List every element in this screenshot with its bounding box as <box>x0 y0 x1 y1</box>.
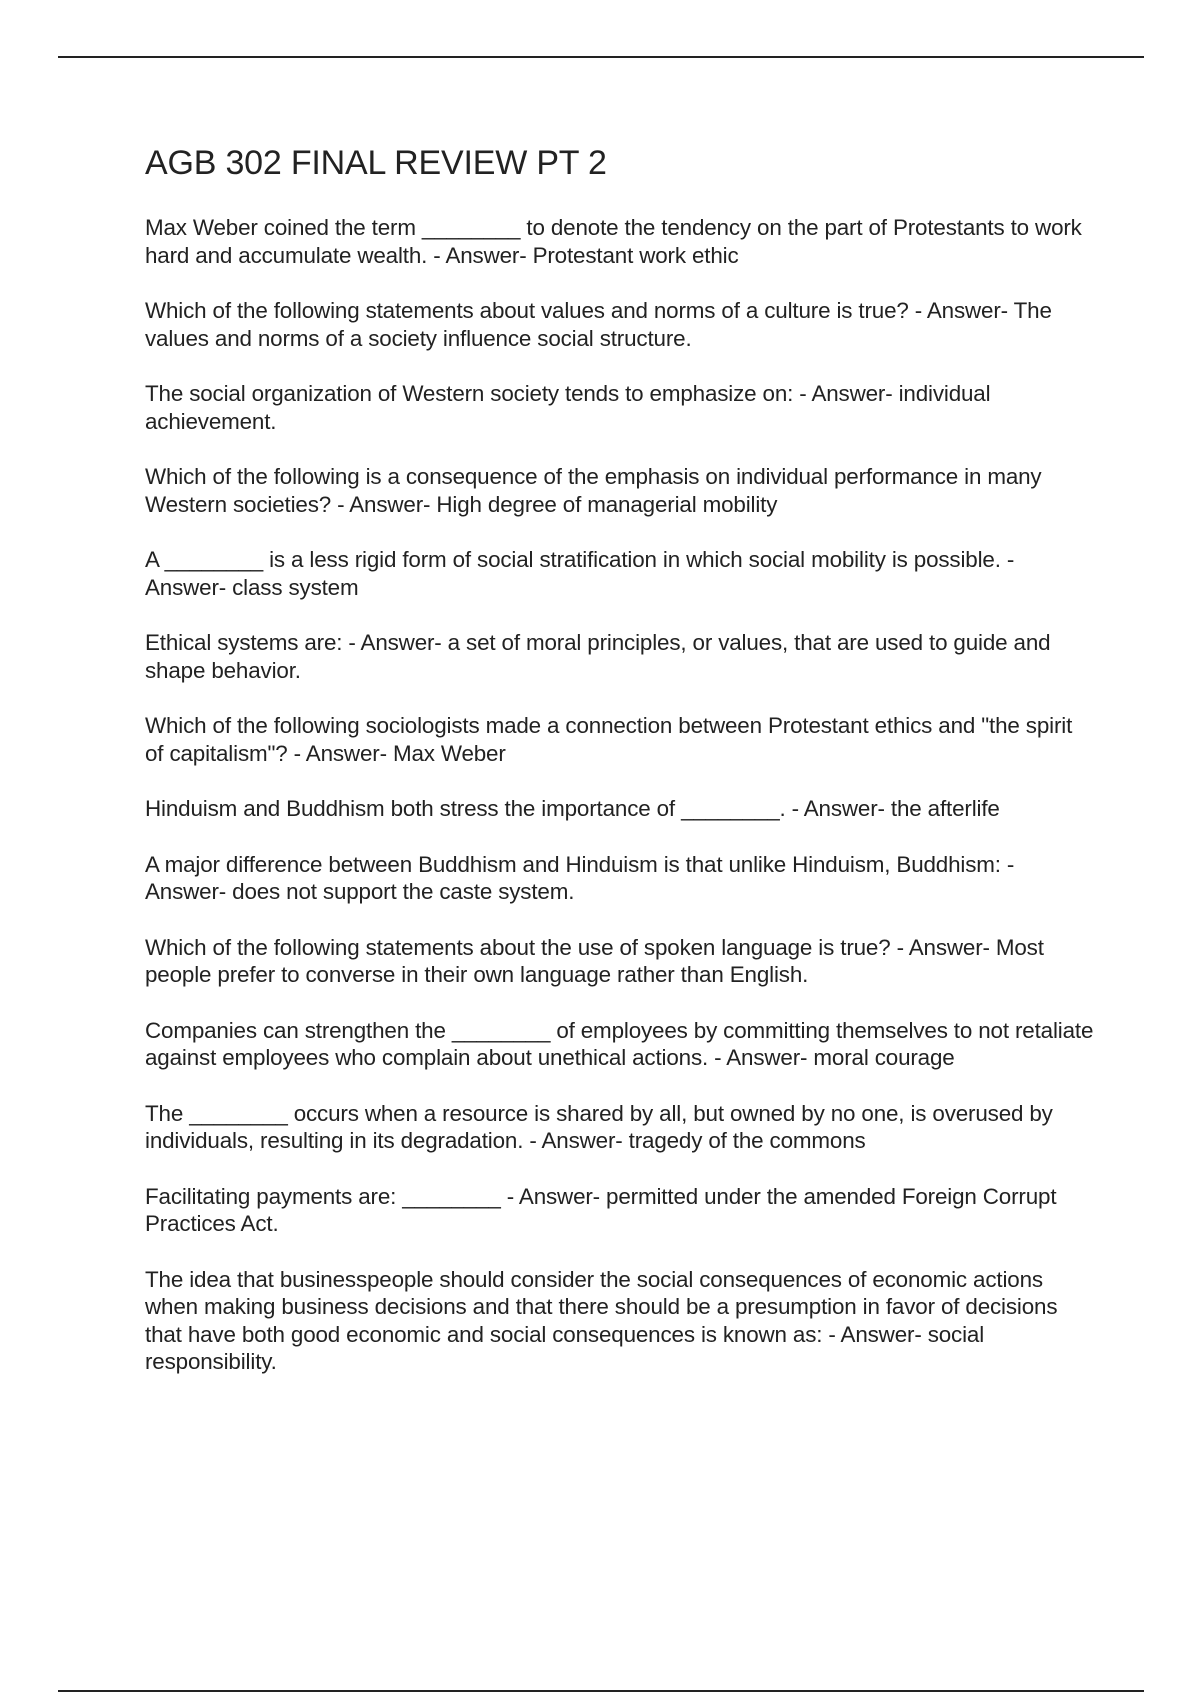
top-rule <box>58 56 1144 58</box>
qa-item: A ________ is a less rigid form of social stratification in which social mobility is possible. - Answer- class system <box>145 547 1015 600</box>
qa-item: Max Weber coined the term ________ to denote the tendency on the part of Protestants to work hard and accumulate wealth. - Answer- Protestant work ethic <box>145 215 1082 268</box>
qa-item: Ethical systems are: - Answer- a set of moral principles, or values, that are used to guide and shape behavior. <box>145 630 1051 683</box>
qa-item: Which of the following statements about values and norms of a culture is true? - Answer- The values and norms of a society influence social structure. <box>145 298 1052 351</box>
qa-item: The ________ occurs when a resource is shared by all, but owned by no one, is overused by individuals, resulting in its degradation. - Answer- tragedy of the commons <box>145 1100 1053 1153</box>
qa-item: Facilitating payments are: ________ - Answer- permitted under the amended Foreign Corrupt Practices Act. <box>145 1183 1057 1236</box>
document-title: AGB 302 FINAL REVIEW PT 2 <box>145 144 607 182</box>
qa-item: The social organization of Western society tends to emphasize on: - Answer- individual achievement. <box>145 381 991 434</box>
document-body <box>145 143 1095 1404</box>
qa-item: The idea that businesspeople should consider the social consequences of economic actions when making business decisions and that there should be a presumption in favor of decisions that have both good economic and social consequences is known as: - Answer- social responsibility. <box>145 1266 1058 1374</box>
qa-item: Companies can strengthen the ________ of employees by committing themselves to not retaliate against employees who complain about unethical actions. - Answer- moral courage <box>145 1017 1094 1070</box>
qa-item: Which of the following statements about the use of spoken language is true? - Answer- Most people prefer to converse in their own language rather than English. <box>145 934 1044 987</box>
bottom-rule <box>58 1690 1144 1692</box>
qa-item: Which of the following is a consequence of the emphasis on individual performance in many Western societies? - Answer- High degree of managerial mobility <box>145 464 1042 517</box>
qa-item: Which of the following sociologists made a connection between Protestant ethics and "the spirit of capitalism"? - Answer- Max Weber <box>145 713 1073 766</box>
qa-item: A major difference between Buddhism and Hinduism is that unlike Hinduism, Buddhism: - Answer- does not support the caste system. <box>145 851 1015 904</box>
qa-item: Hinduism and Buddhism both stress the importance of ________. - Answer- the afterlife <box>145 796 1000 821</box>
